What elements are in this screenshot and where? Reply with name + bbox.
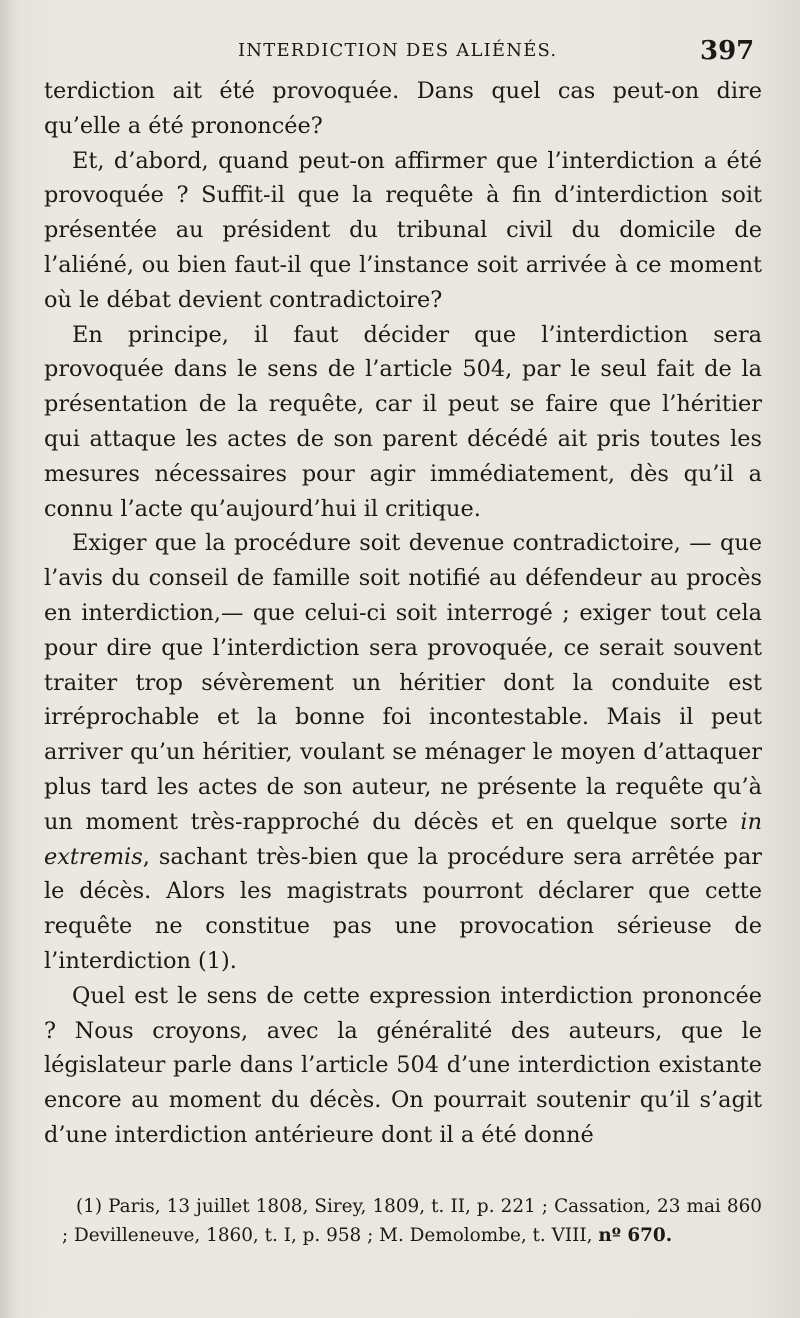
body-text (44, 74, 762, 1153)
page-header (0, 36, 800, 70)
paragraph-continuation: terdiction ait été provoquée. Dans quel cas peut-on dire qu’elle a été prononcée? (44, 78, 762, 139)
paragraph-text: , sachant très-bien que la procédure sera arrêtée par le décès. Alors les magistrats pourront déclarer que cette requête ne constitue pas une provocation sérieuse de l’interdiction (1). (44, 843, 762, 974)
paragraph-text: Exiger que la procédure soit devenue contradictoire, — que l’avis du conseil de famille soit notifié au défendeur au procès en interdiction,— que celui-ci soit interrogé ; exiger tout cela pour dire que l’interdiction sera provoquée, ce serait souvent traiter trop sévèrement un héritier dont la conduite est irréprochable et la bonne foi incontestable. Mais il peut arriver qu’un héritier, voulant se ménager le moyen d’attaquer plus tard les actes de son auteur, ne présente la requête qu’à un moment très-rapproché du décès et en quelque sorte (44, 530, 762, 835)
latin-phrase: in extremis (44, 808, 762, 870)
footnote (62, 1192, 762, 1250)
paragraph (44, 526, 762, 978)
paragraph: Quel est le sens de cette expression interdiction prononcée ? Nous croyons, avec la généralité des auteurs, que le législateur parle dans l’article 504 d’une interdiction existante encore au moment du décès. On pourrait soutenir qu’il s’agit d’une interdiction antérieure dont il a été donné (44, 982, 762, 1148)
paragraph: Et, d’abord, quand peut-on affirmer que l’interdiction a été provoquée ? Suffit-il que la requête à fin d’interdiction soit présentée au président du tribunal civil du domicile de l’aliéné, ou bien faut-il que l’instance soit arrivée à ce moment où le débat devient contradictoire? (44, 147, 762, 313)
footnotes (62, 1192, 762, 1250)
running-title: INTERDICTION DES ALIÉNÉS. (238, 40, 558, 61)
footnote-number-ref: nº 670. (598, 1225, 673, 1246)
page-number: 397 (700, 36, 755, 66)
paragraph: En principe, il faut décider que l’interdiction sera provoquée dans le sens de l’article 504, par le seul fait de la présentation de la requête, car il peut se faire que l’héritier qui attaque les actes de son parent décédé ait pris toutes les mesures nécessaires pour agir immédiatement, dès qu’il a connu l’acte qu’aujourd’hui il critique. (44, 321, 762, 522)
footnote-text: (1) Paris, 13 juillet 1808, Sirey, 1809, t. II, p. 221 ; Cassation, 23 mai 860 ; Devilleneuve, 1860, t. I, p. 958 ; M. Demolombe, t. VIII, (62, 1196, 762, 1246)
